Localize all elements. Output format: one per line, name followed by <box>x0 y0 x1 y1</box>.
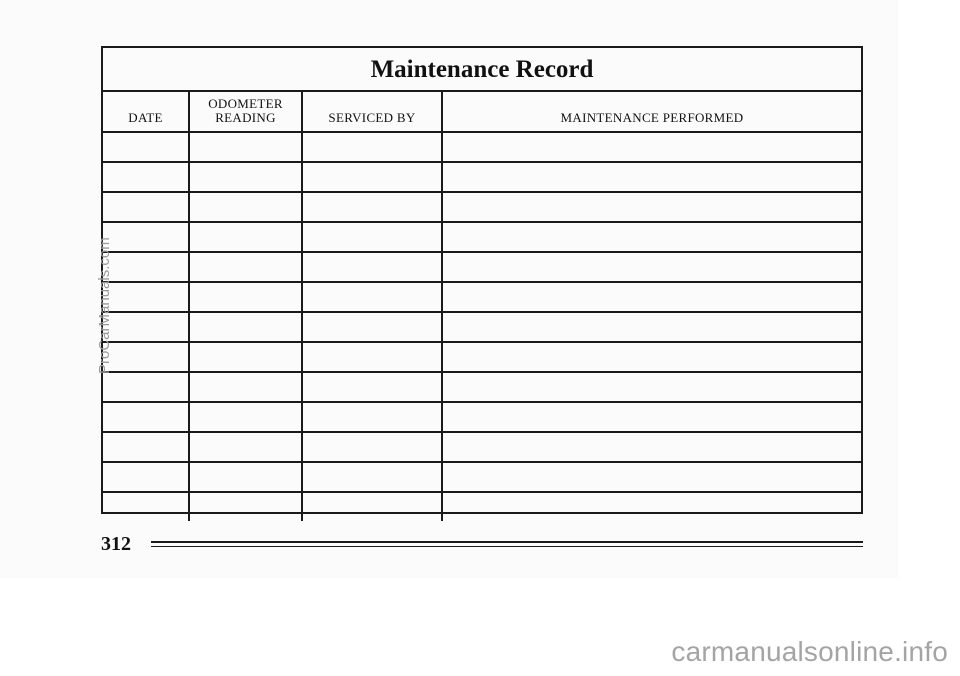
table-cell <box>442 462 861 492</box>
table-row <box>103 492 861 521</box>
footer-rule-thin <box>151 546 863 547</box>
table-cell <box>103 372 189 402</box>
table-cell <box>442 492 861 521</box>
table-row <box>103 132 861 162</box>
table-cell <box>442 432 861 462</box>
table-row <box>103 192 861 222</box>
table-cell <box>103 222 189 252</box>
column-header-odometer-reading <box>189 92 302 132</box>
table-cell <box>442 282 861 312</box>
column-header-date-line2: DATE <box>128 110 163 125</box>
table-cell <box>442 252 861 282</box>
table-cell <box>103 402 189 432</box>
table-row <box>103 222 861 252</box>
table-row <box>103 342 861 372</box>
table-cell <box>103 162 189 192</box>
table-cell <box>302 462 442 492</box>
table-cell <box>103 492 189 521</box>
table-cell <box>302 162 442 192</box>
page-number: 312 <box>101 533 131 555</box>
table-cell <box>442 132 861 162</box>
table-cell <box>189 252 302 282</box>
table-cell <box>302 132 442 162</box>
maintenance-table <box>103 92 861 521</box>
table-cell <box>103 282 189 312</box>
page-title: Maintenance Record <box>103 48 861 92</box>
table-cell <box>442 222 861 252</box>
table-cell <box>302 282 442 312</box>
table-header-row <box>103 92 861 132</box>
column-header-serviced-by <box>302 92 442 132</box>
table-cell <box>302 372 442 402</box>
table-cell <box>302 312 442 342</box>
table-cell <box>302 192 442 222</box>
table-cell <box>302 402 442 432</box>
maintenance-record-form <box>101 46 863 514</box>
table-row <box>103 282 861 312</box>
table-cell <box>189 192 302 222</box>
table-cell <box>103 342 189 372</box>
table-cell <box>189 342 302 372</box>
table-cell <box>189 132 302 162</box>
table-cell <box>442 192 861 222</box>
table-cell <box>442 402 861 432</box>
column-header-date <box>103 92 189 132</box>
table-cell <box>103 192 189 222</box>
table-row <box>103 252 861 282</box>
table-row <box>103 372 861 402</box>
table-cell <box>189 492 302 521</box>
table-row <box>103 312 861 342</box>
table-cell <box>302 492 442 521</box>
side-watermark: ProCarManuals.com <box>96 237 113 374</box>
footer-watermark: carmanualsonline.info <box>671 636 948 667</box>
table-cell <box>103 312 189 342</box>
table-cell <box>189 312 302 342</box>
table-cell <box>302 222 442 252</box>
table-cell <box>189 162 302 192</box>
table-cell <box>302 432 442 462</box>
table-row <box>103 402 861 432</box>
column-header-maintenance-line2: MAINTENANCE PERFORMED <box>560 110 744 125</box>
table-cell <box>189 462 302 492</box>
table-cell <box>189 282 302 312</box>
table-cell <box>302 342 442 372</box>
table-cell <box>103 432 189 462</box>
table-row <box>103 462 861 492</box>
table-cell <box>442 312 861 342</box>
table-cell <box>442 372 861 402</box>
table-cell <box>302 252 442 282</box>
table-cell <box>189 372 302 402</box>
column-header-odometer-line1: ODOMETER <box>208 96 283 111</box>
footer-rule <box>151 541 863 543</box>
table-cell <box>189 432 302 462</box>
table-cell <box>189 402 302 432</box>
column-header-odometer-line2: READING <box>215 110 276 125</box>
column-header-maintenance-performed <box>442 92 861 132</box>
table-cell <box>442 162 861 192</box>
table-cell <box>103 132 189 162</box>
page-footer <box>101 532 863 556</box>
table-cell <box>103 252 189 282</box>
table-body <box>103 132 861 521</box>
table-cell <box>103 462 189 492</box>
table-row <box>103 432 861 462</box>
table-cell <box>189 222 302 252</box>
column-header-serviced-by-line2: SERVICED BY <box>328 110 416 125</box>
table-cell <box>442 342 861 372</box>
table-row <box>103 162 861 192</box>
